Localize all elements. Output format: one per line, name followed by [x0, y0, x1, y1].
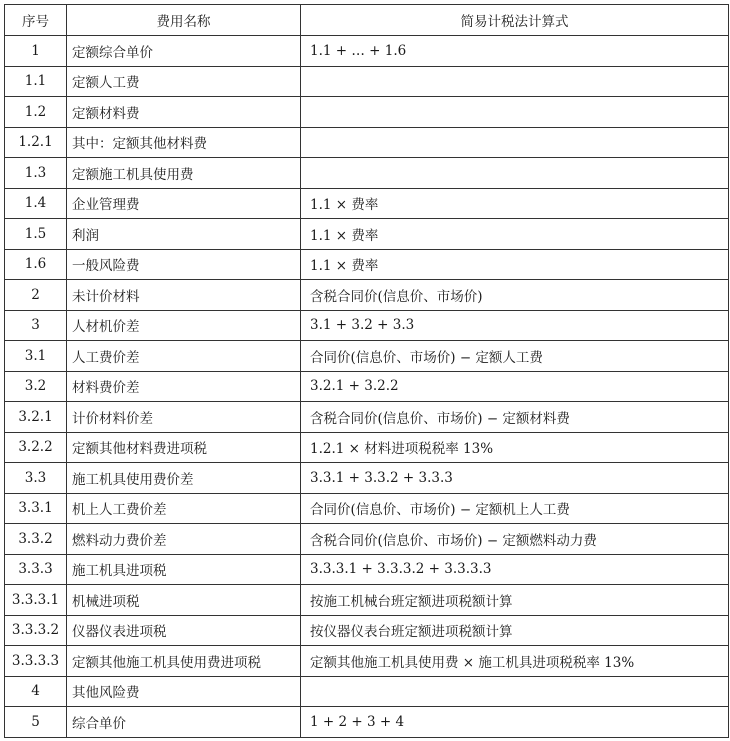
table-row — [5, 585, 729, 616]
cell-seq: 3.3.3.1 — [5, 585, 67, 616]
table-row — [5, 615, 729, 646]
cell-seq: 4 — [5, 676, 67, 707]
cell-name: 人材机价差 — [67, 310, 301, 341]
cell-name: 机上人工费价差 — [67, 493, 301, 524]
table-body — [5, 36, 729, 738]
table-row — [5, 188, 729, 219]
cell-name: 定额施工机具使用费 — [67, 158, 301, 189]
table-wrapper — [4, 4, 729, 738]
cell-formula: 合同价(信息价、市场价) − 定额机上人工费 — [301, 493, 729, 524]
cell-name: 定额综合单价 — [67, 36, 301, 67]
cell-seq: 1.3 — [5, 158, 67, 189]
cell-seq: 3.3.3.2 — [5, 615, 67, 646]
cell-formula: 定额其他施工机具使用费 × 施工机具进项税税率 13% — [301, 646, 729, 677]
cell-seq: 2 — [5, 280, 67, 311]
table-row — [5, 676, 729, 707]
cell-name: 综合单价 — [67, 707, 301, 738]
cell-seq: 5 — [5, 707, 67, 738]
table-row — [5, 341, 729, 372]
cell-name: 其中：定额其他材料费 — [67, 127, 301, 158]
cell-name: 仪器仪表进项税 — [67, 615, 301, 646]
table-row — [5, 127, 729, 158]
cell-seq: 3.2 — [5, 371, 67, 402]
cell-seq: 3 — [5, 310, 67, 341]
table-row — [5, 310, 729, 341]
cell-formula: 1.1 × 费率 — [301, 188, 729, 219]
cell-formula — [301, 676, 729, 707]
cell-name: 定额材料费 — [67, 97, 301, 128]
cell-name: 一般风险费 — [67, 249, 301, 280]
table-row — [5, 219, 729, 250]
header-seq: 序号 — [5, 5, 67, 36]
cell-name: 机械进项税 — [67, 585, 301, 616]
cell-seq: 1.6 — [5, 249, 67, 280]
cell-name: 施工机具使用费价差 — [67, 463, 301, 494]
cell-formula: 含税合同价(信息价、市场价) − 定额材料费 — [301, 402, 729, 433]
header-name: 费用名称 — [67, 5, 301, 36]
cell-name: 燃料动力费价差 — [67, 524, 301, 555]
cell-formula: 1 + 2 + 3 + 4 — [301, 707, 729, 738]
cell-name: 企业管理费 — [67, 188, 301, 219]
table-row — [5, 432, 729, 463]
table-row — [5, 554, 729, 585]
table-row — [5, 524, 729, 555]
table-row — [5, 249, 729, 280]
table-row — [5, 66, 729, 97]
cell-formula — [301, 97, 729, 128]
cell-seq: 3.3.1 — [5, 493, 67, 524]
cell-seq: 3.2.1 — [5, 402, 67, 433]
cell-formula — [301, 127, 729, 158]
table-row — [5, 646, 729, 677]
table-header-row — [5, 5, 729, 36]
header-formula: 简易计税法计算式 — [301, 5, 729, 36]
table-row — [5, 402, 729, 433]
cell-name: 施工机具进项税 — [67, 554, 301, 585]
cell-seq: 3.3 — [5, 463, 67, 494]
cell-formula: 1.1 × 费率 — [301, 219, 729, 250]
cell-formula: 1.1 + … + 1.6 — [301, 36, 729, 67]
cell-name: 材料费价差 — [67, 371, 301, 402]
cell-name: 定额其他材料费进项税 — [67, 432, 301, 463]
cell-name: 计价材料价差 — [67, 402, 301, 433]
table-row — [5, 158, 729, 189]
cell-seq: 3.2.2 — [5, 432, 67, 463]
cell-formula: 3.2.1 + 3.2.2 — [301, 371, 729, 402]
cell-formula: 合同价(信息价、市场价) − 定额人工费 — [301, 341, 729, 372]
cell-seq: 1.2 — [5, 97, 67, 128]
cell-name: 定额其他施工机具使用费进项税 — [67, 646, 301, 677]
cell-name: 未计价材料 — [67, 280, 301, 311]
cell-formula: 3.3.1 + 3.3.2 + 3.3.3 — [301, 463, 729, 494]
cell-formula: 按施工机械台班定额进项税额计算 — [301, 585, 729, 616]
cell-seq: 3.3.3 — [5, 554, 67, 585]
cell-formula: 1.1 × 费率 — [301, 249, 729, 280]
cell-formula: 3.1 + 3.2 + 3.3 — [301, 310, 729, 341]
cell-name: 人工费价差 — [67, 341, 301, 372]
cost-calculation-table — [4, 4, 729, 738]
table-row — [5, 371, 729, 402]
cell-seq: 3.3.3.3 — [5, 646, 67, 677]
table-row — [5, 463, 729, 494]
table-row — [5, 280, 729, 311]
cell-formula: 含税合同价(信息价、市场价) − 定额燃料动力费 — [301, 524, 729, 555]
cell-name: 定额人工费 — [67, 66, 301, 97]
table-row — [5, 36, 729, 67]
cell-name: 利润 — [67, 219, 301, 250]
cell-formula: 含税合同价(信息价、市场价) — [301, 280, 729, 311]
cell-seq: 1.4 — [5, 188, 67, 219]
cell-formula: 3.3.3.1 + 3.3.3.2 + 3.3.3.3 — [301, 554, 729, 585]
cell-seq: 3.3.2 — [5, 524, 67, 555]
cell-formula: 按仪器仪表台班定额进项税额计算 — [301, 615, 729, 646]
cell-seq: 1.5 — [5, 219, 67, 250]
cell-formula — [301, 66, 729, 97]
cell-formula: 1.2.1 × 材料进项税税率 13% — [301, 432, 729, 463]
table-row — [5, 493, 729, 524]
cell-seq: 1.1 — [5, 66, 67, 97]
cell-name: 其他风险费 — [67, 676, 301, 707]
table-row — [5, 707, 729, 738]
cell-formula — [301, 158, 729, 189]
table-row — [5, 97, 729, 128]
cell-seq: 3.1 — [5, 341, 67, 372]
cell-seq: 1 — [5, 36, 67, 67]
cell-seq: 1.2.1 — [5, 127, 67, 158]
